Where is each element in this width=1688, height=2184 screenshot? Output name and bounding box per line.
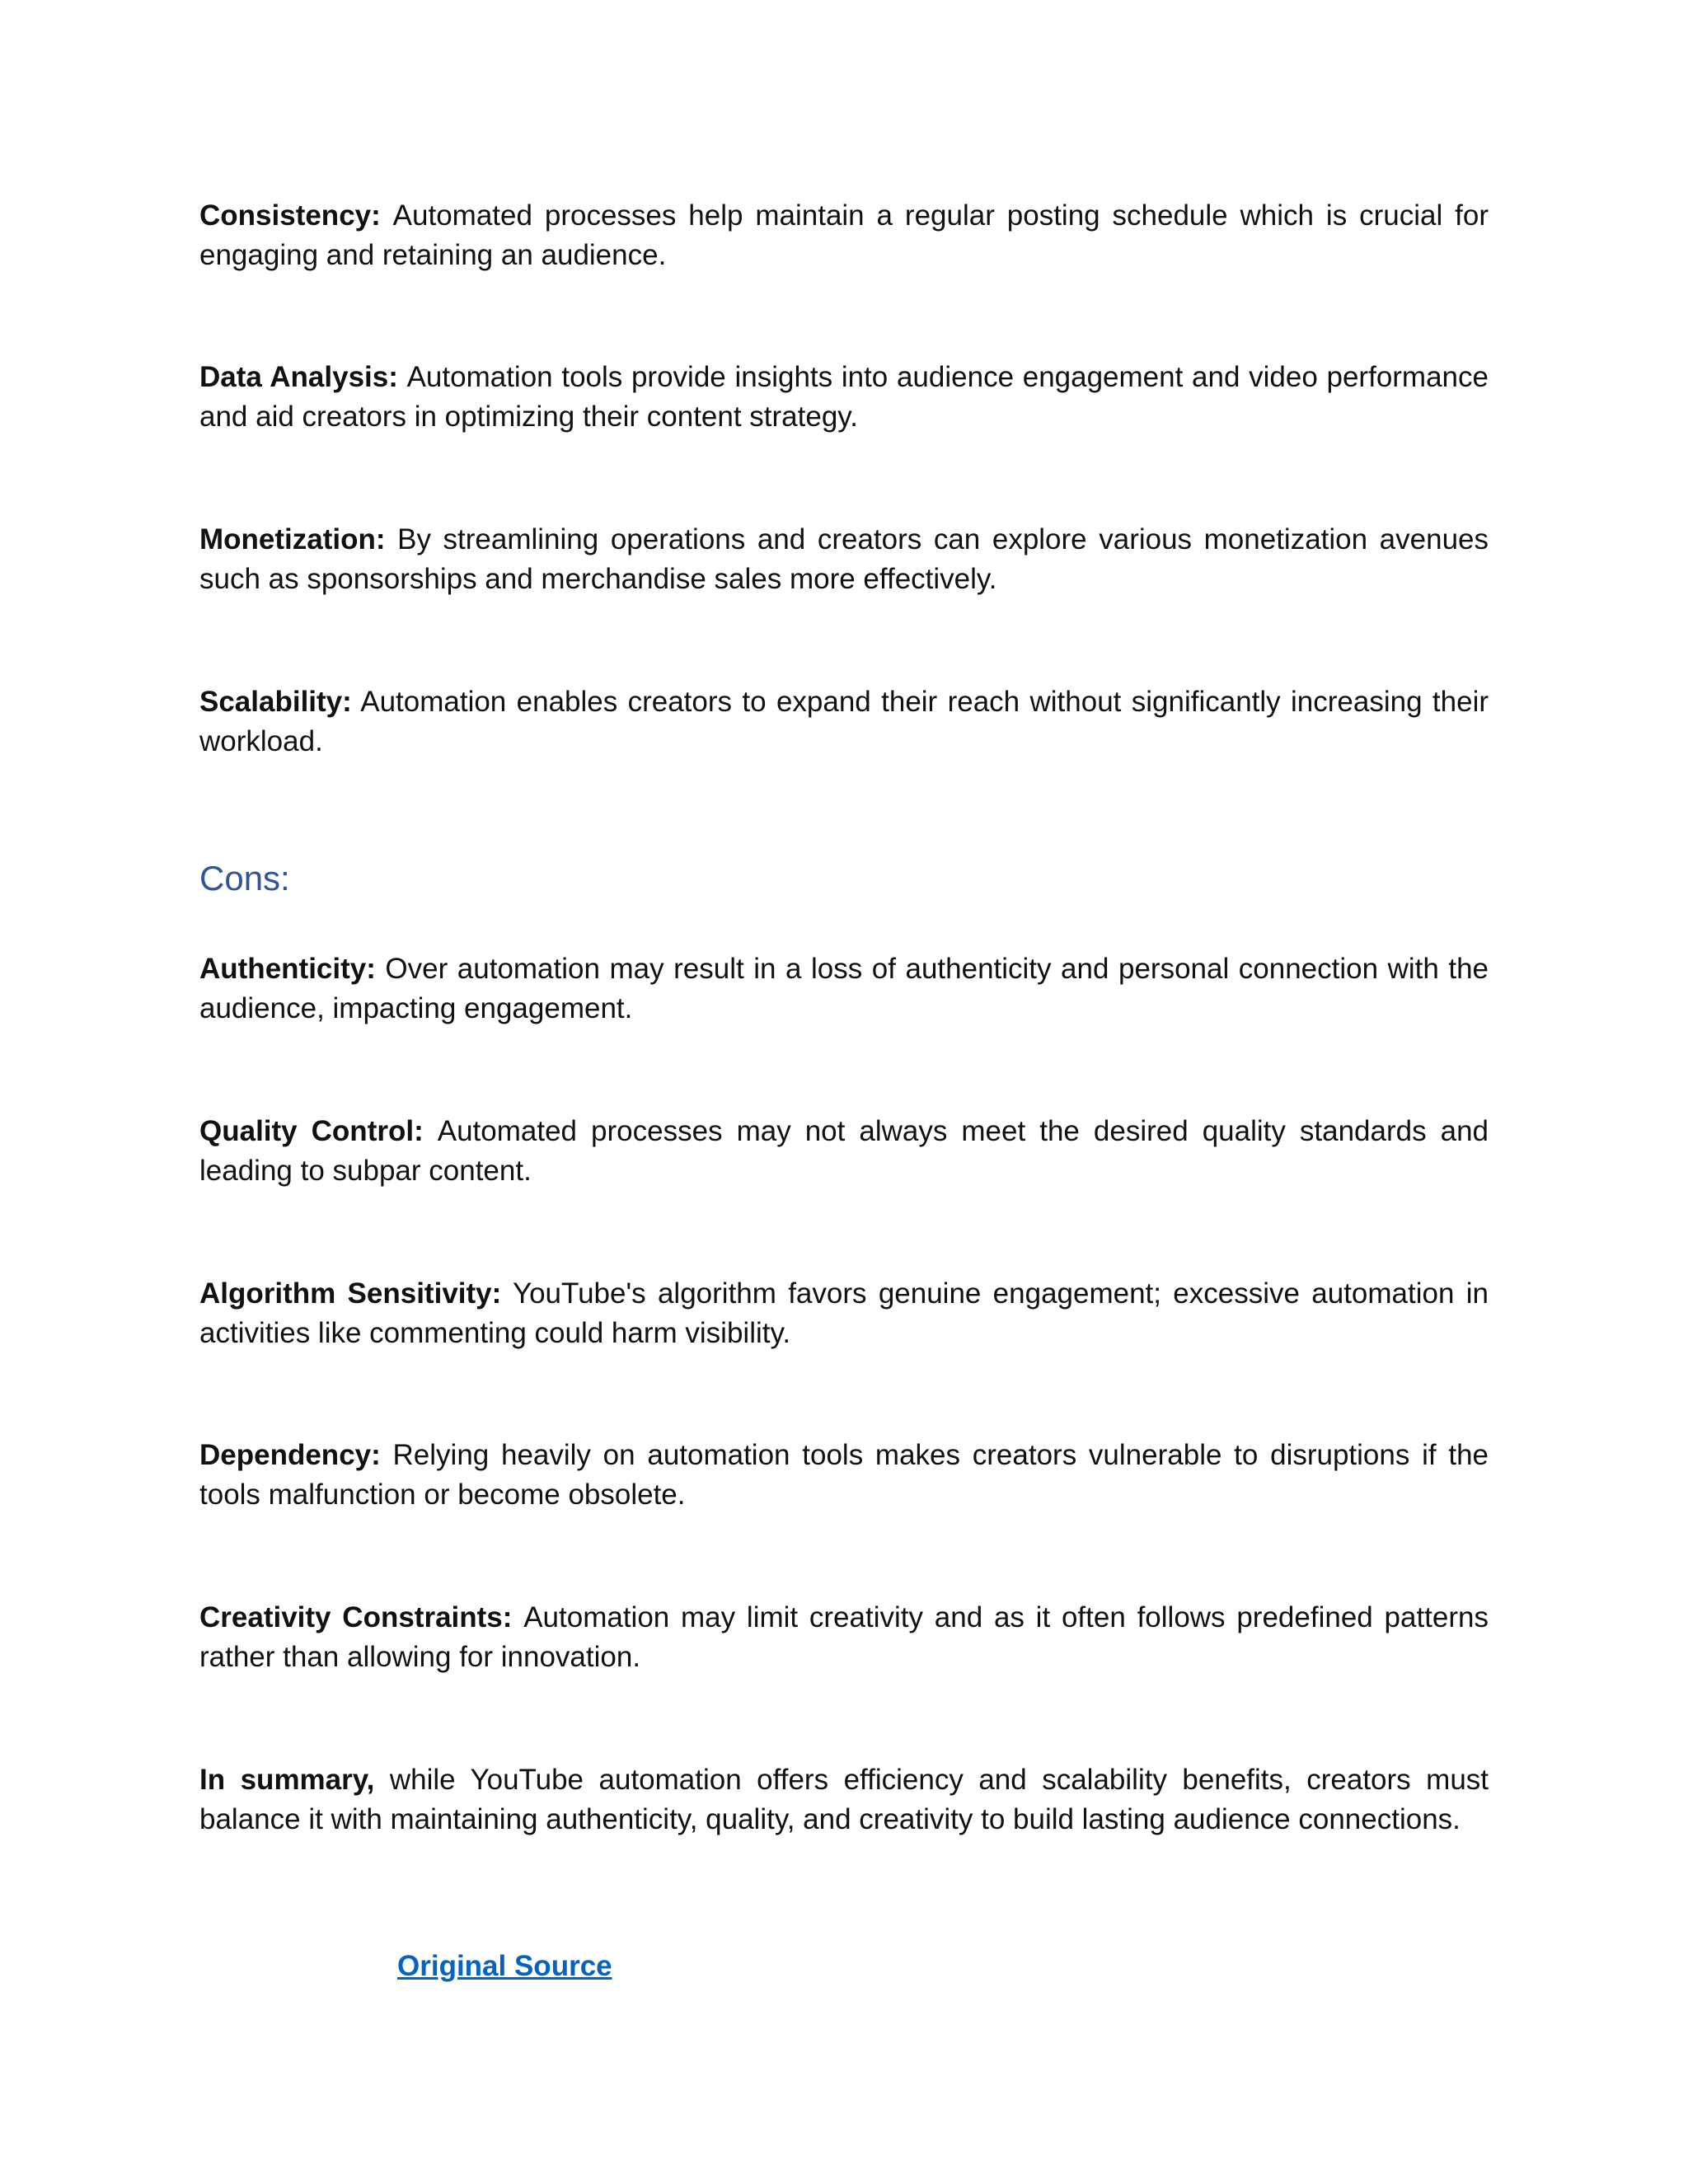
con-quality-control (199, 1112, 1489, 1191)
summary-term: In summary, (199, 1764, 375, 1796)
con-algorithm-sensitivity (199, 1274, 1489, 1353)
con-text: Over automation may result in a loss of authenticity and personal connection with the audience, impacting engagement. (199, 953, 1489, 1024)
con-creativity-constraints (199, 1598, 1489, 1677)
con-text: Automated processes may not always meet the desired quality standards and leading to subpar content. (199, 1115, 1489, 1187)
pro-scalability (199, 682, 1489, 762)
con-text: Automation may limit creativity and as it often follows predefined patterns rather than allowing for innovation. (199, 1601, 1489, 1673)
con-term: Authenticity: (199, 953, 376, 985)
con-term: Algorithm Sensitivity: (199, 1277, 502, 1310)
con-term: Creativity Constraints: (199, 1601, 513, 1633)
pro-text: Automation enables creators to expand their reach without significantly increasing their workload. (199, 686, 1489, 757)
pro-monetization (199, 520, 1489, 599)
pro-term: Consistency: (199, 199, 381, 232)
pro-text: By streamlining operations and creators can explore various monetization avenues such as sponsorships and merchandise sales more effectively. (199, 523, 1489, 595)
original-source-link[interactable]: Original Source (397, 1950, 612, 1982)
con-text: Relying heavily on automation tools makes creators vulnerable to disruptions if the tools malfunction or become obsolete. (199, 1439, 1489, 1511)
summary-paragraph (199, 1760, 1489, 1840)
pro-text: Automation tools provide insights into audience engagement and video performance and aid creators in optimizing their content strategy. (199, 361, 1489, 433)
con-dependency (199, 1436, 1489, 1515)
con-term: Dependency: (199, 1439, 381, 1471)
pro-term: Data Analysis: (199, 361, 398, 393)
pro-consistency (199, 196, 1489, 275)
cons-heading: Cons: (199, 859, 290, 898)
pro-term: Monetization: (199, 523, 386, 555)
pro-term: Scalability: (199, 686, 352, 718)
summary-text: while YouTube automation offers efficiency and scalability benefits, creators must balance it with maintaining authenticity, quality, and creativity to build lasting audience connections. (199, 1764, 1489, 1835)
con-authenticity (199, 949, 1489, 1029)
pro-text: Automated processes help maintain a regular posting schedule which is crucial for engaging and retaining an audience. (199, 199, 1489, 271)
con-text: YouTube's algorithm favors genuine engagement; excessive automation in activities like commenting could harm visibility. (199, 1277, 1489, 1349)
con-term: Quality Control: (199, 1115, 424, 1147)
pro-data-analysis (199, 358, 1489, 437)
